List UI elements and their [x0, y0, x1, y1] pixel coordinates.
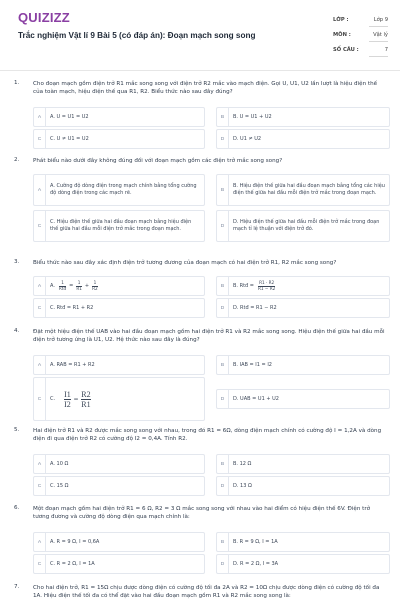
- meta-value: Lớp 9: [373, 17, 388, 23]
- fraction-numerator: R2: [81, 389, 91, 399]
- option-a[interactable]: [33, 532, 205, 552]
- ratio-formula: [64, 391, 91, 408]
- option-badge: A: [34, 455, 46, 473]
- option-text: A. 10 Ω: [50, 460, 69, 467]
- option-badge: D: [217, 211, 229, 241]
- option-badge: B: [217, 356, 229, 374]
- fraction-numerator: 1: [61, 280, 64, 286]
- fraction: [258, 281, 275, 291]
- question-text: Phát biểu nào dưới đây không đúng đối với đoạn mạch gồm các điện trở mắc song song?: [33, 158, 283, 164]
- option-d[interactable]: [216, 210, 390, 242]
- option-b[interactable]: [216, 454, 390, 474]
- option-d[interactable]: [216, 476, 390, 496]
- question-text: Cho hai điện trở, R1 = 15Ω chịu được dòng điện có cường độ tối đa 2A và R2 = 10Ω chịu được dòng điện có cường độ tối đa 1A. Hiệu điện thế tối đa có thể đặt vào hai đầu đoạn mạch gồm R1 và R2 mắc song song là:: [33, 585, 380, 599]
- option-formula: [233, 277, 385, 295]
- question-text: Đặt một hiệu điện thế UAB vào hai đầu đoạn mạch gồm hai điện trở R1 và R2 mắc song song. Hiệu điện thế giữa hai đầu mỗi điện trở tương ứng là U1, U2. Hệ thức nào sau đây là đúng?: [33, 329, 385, 343]
- option-text: B. Hiệu điện thế giữa hai đầu đoạn mạch bằng tổng các hiệu điện thế giữa hai đầu mỗi điện trở mắc trong đoạn mạch.: [233, 183, 385, 196]
- fraction: [64, 391, 71, 408]
- meta-value: 7: [384, 47, 388, 53]
- fraction-denominator: R2: [92, 285, 98, 291]
- option-b[interactable]: [216, 355, 390, 375]
- meta-key: MÔN :: [333, 32, 351, 38]
- option-badge: B: [217, 455, 229, 473]
- option-badge: B: [217, 277, 229, 295]
- option-badge: C: [34, 130, 46, 148]
- meta-count: [333, 45, 388, 57]
- option-a[interactable]: [33, 174, 205, 206]
- option-badge: C: [34, 555, 46, 573]
- meta-underline: [369, 56, 388, 57]
- option-c[interactable]: [33, 298, 205, 318]
- option-badge: A: [34, 108, 46, 126]
- fraction-denominator: R1: [76, 285, 82, 291]
- option-b[interactable]: [216, 532, 390, 552]
- fraction-denominator: I2: [64, 399, 71, 409]
- option-a[interactable]: [33, 454, 205, 474]
- option-b[interactable]: [216, 174, 390, 206]
- option-c[interactable]: [33, 476, 205, 496]
- option-c[interactable]: [33, 377, 205, 421]
- plus-sign: +: [84, 282, 90, 289]
- option-b[interactable]: [216, 276, 390, 296]
- option-a[interactable]: [33, 355, 205, 375]
- quizizz-logo: QUIZIZZ: [18, 10, 70, 25]
- meta-underline: [369, 41, 388, 42]
- option-b[interactable]: [216, 107, 390, 127]
- fraction-denominator: Rtđ: [58, 285, 67, 291]
- option-badge: A: [34, 277, 46, 295]
- option-c[interactable]: [33, 129, 205, 149]
- fraction-numerator: 1: [93, 280, 97, 286]
- page-title: Trắc nghiệm Vật lí 9 Bài 5 (có đáp án): Đoạn mạch song song: [18, 31, 256, 40]
- question-number: 7.: [14, 584, 20, 590]
- meta-class: [333, 15, 388, 27]
- option-text: C. Hiệu điện thế giữa hai đầu đoạn mạch bằng hiệu điện thế giữa hai đầu mỗi điện trở mắc trong đoạn mạch.: [50, 219, 192, 232]
- option-text: D. Rtđ = R1 − R2: [233, 304, 277, 311]
- fraction-numerator: R1 · R2: [259, 280, 275, 286]
- option-text: C. Rtđ = R1 + R2: [50, 304, 94, 311]
- option-text: D. Hiệu điện thế giữa hai đầu mỗi điện trở mắc trong đoạn mạch tỉ lệ thuận với điện trở đó.: [233, 219, 380, 232]
- option-text: A. R = 9 Ω, I = 0,6A: [50, 538, 100, 545]
- option-text: A. RAB = R1 + R2: [50, 361, 95, 368]
- option-badge: B: [217, 175, 229, 205]
- option-d[interactable]: [216, 298, 390, 318]
- equals-sign: =: [69, 282, 74, 289]
- option-badge: C: [34, 211, 46, 241]
- option-badge: D: [217, 477, 229, 495]
- meta-underline: [369, 26, 388, 27]
- question-text: Một đoạn mạch gồm hai điện trở R1 = 6 Ω, R2 = 3 Ω mắc song song với nhau vào hai điểm có hiệu điện thế 6V. Điện trở tương đương và cường độ dòng điện qua mạch chính là:: [33, 506, 371, 520]
- option-badge: D: [217, 555, 229, 573]
- option-badge: A: [34, 533, 46, 551]
- option-badge: A: [34, 356, 46, 374]
- option-badge: D: [217, 390, 229, 408]
- fraction-denominator: R1 − R2: [258, 285, 276, 291]
- option-text: A. Cường độ dòng điện trong mạch chính bằng tổng cường độ dòng điện trong các mạch rẽ.: [50, 183, 197, 196]
- meta-subject: [333, 30, 388, 42]
- question-number: 4.: [14, 328, 20, 334]
- fraction: [81, 391, 90, 408]
- meta-key: SỐ CÂU :: [333, 47, 359, 53]
- option-badge: A: [34, 175, 46, 205]
- option-text: C.: [50, 395, 56, 402]
- option-a[interactable]: [33, 107, 205, 127]
- header-divider: [0, 70, 400, 71]
- question-number: 1.: [14, 80, 20, 86]
- meta-key: LỚP :: [333, 17, 349, 23]
- fraction-numerator: I1: [64, 389, 71, 399]
- option-d[interactable]: [216, 129, 390, 149]
- option-text: A. U = U1 = U2: [50, 113, 89, 120]
- option-d[interactable]: [216, 389, 390, 409]
- fraction: [59, 281, 66, 291]
- header: [0, 0, 400, 70]
- option-text: C. 15 Ω: [50, 482, 69, 489]
- equals-sign: =: [73, 394, 79, 404]
- option-badge: C: [34, 477, 46, 495]
- fraction: [92, 281, 98, 291]
- option-formula: [50, 378, 200, 420]
- option-badge: B: [217, 533, 229, 551]
- option-c[interactable]: [33, 210, 205, 242]
- question-text: Cho đoạn mạch gồm điện trở R1 mắc song song với điện trở R2 mắc vào mạch điện. Gọi U, U1, U2 lần lượt là hiệu điện thế của toàn mạch, hiệu điện thế qua R1, R2. Biểu thức nào sau đây đúng?: [33, 81, 378, 95]
- question-text: Hai điện trở R1 và R2 được mắc song song với nhau, trong đó R1 = 6Ω, dòng điện mạch chính có cường độ I = 1,2A và dòng điện đi qua điện trở R2 có cường độ I2 = 0,4A. Tính R2.: [33, 428, 382, 442]
- question-number: 6.: [14, 505, 20, 511]
- option-badge: B: [217, 108, 229, 126]
- question-number: 3.: [14, 259, 20, 265]
- option-badge: C: [34, 378, 46, 420]
- option-text: D. U1 ≠ U2: [233, 135, 262, 142]
- option-text: A.: [50, 282, 55, 289]
- option-c[interactable]: [33, 554, 205, 574]
- question-text: Biểu thức nào sau đây xác định điện trở tương đương của đoạn mạch có hai điện trở R1, R2 mắc song song?: [33, 260, 337, 266]
- option-text: B. U = U1 + U2: [233, 113, 272, 120]
- fraction-numerator: 1: [77, 280, 81, 286]
- option-formula: [50, 277, 200, 295]
- option-text: B. Rtđ =: [233, 282, 254, 289]
- option-text: B. R = 9 Ω, I = 1A: [233, 538, 278, 545]
- option-text: D. UAB = U1 + U2: [233, 395, 279, 402]
- option-text: D. 13 Ω: [233, 482, 252, 489]
- option-badge: D: [217, 299, 229, 317]
- option-text: D. R = 2 Ω, I = 3A: [233, 560, 279, 567]
- option-text: B. IAB = I1 = I2: [233, 361, 272, 368]
- option-text: B. 12 Ω: [233, 460, 252, 467]
- option-d[interactable]: [216, 554, 390, 574]
- option-a[interactable]: [33, 276, 205, 296]
- fraction-denominator: R1: [81, 399, 91, 409]
- meta-value: Vật lý: [373, 32, 388, 38]
- option-text: C. U ≠ U1 = U2: [50, 135, 89, 142]
- question-number: 2.: [14, 157, 20, 163]
- fraction: [76, 281, 82, 291]
- option-text: C. R = 2 Ω, I = 1A: [50, 560, 95, 567]
- question-number: 5.: [14, 427, 20, 433]
- option-badge: D: [217, 130, 229, 148]
- option-badge: C: [34, 299, 46, 317]
